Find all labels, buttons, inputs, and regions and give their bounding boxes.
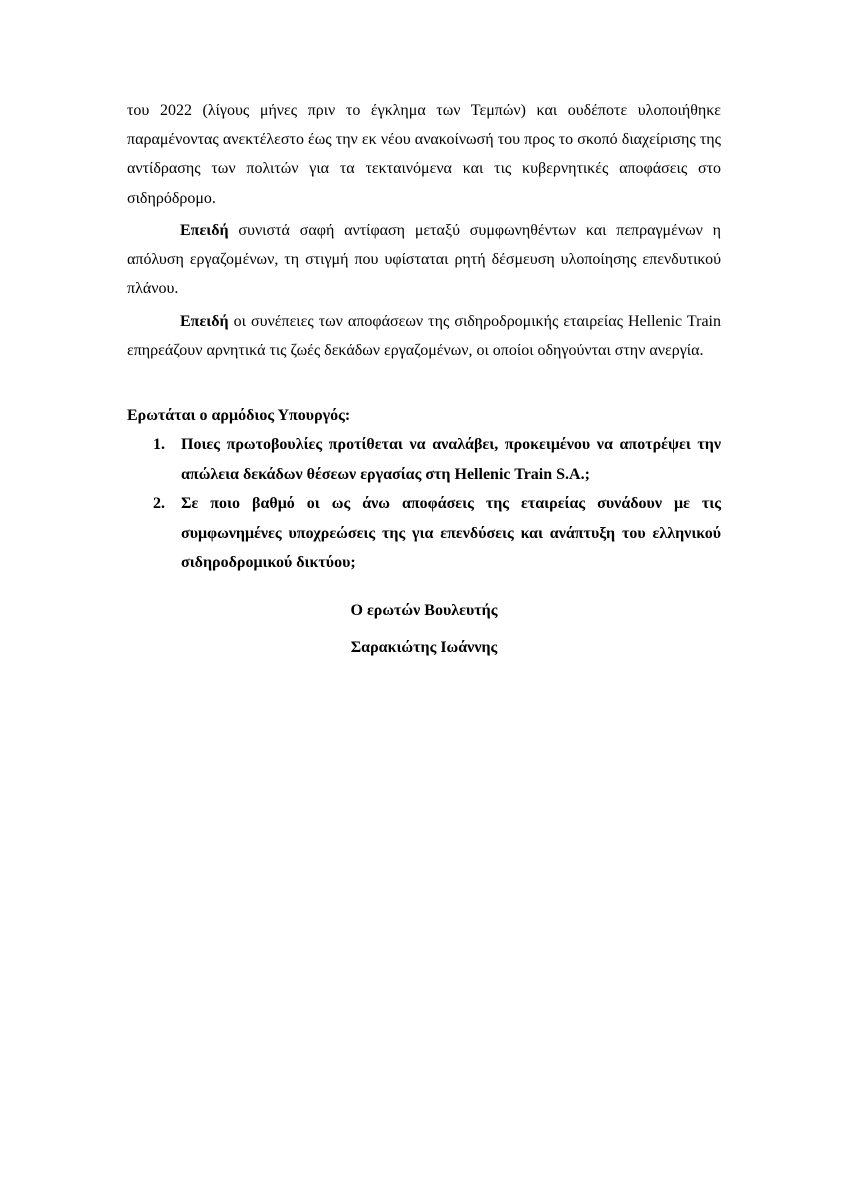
questions-list (127, 430, 721, 578)
question-number: 2. (153, 495, 165, 513)
paragraph-text: συνιστά σαφή αντίφαση μεταξύ συμφωνηθέντων και πεπραγμένων η απόλυση εργαζομένων, τη στιγμή που υφίσταται ρητή δέσμευση υλοποίησης επενδυτικού πλάνου. (127, 222, 721, 298)
paragraph-whereas-consequences (127, 307, 721, 365)
question-item (127, 489, 721, 578)
paragraph-text: οι συνέπειες των αποφάσεων της σιδηροδρομικής εταιρείας Hellenic Train επηρεάζουν αρνητικά τις ζωές δεκάδων εργαζομένων, οι οποίοι οδηγούνται στην ανεργία. (127, 313, 721, 360)
question-text: Σε ποιο βαθμό οι ως άνω αποφάσεις της εταιρείας συνάδουν με τις συμφωνημένες υποχρεώσεις της για επενδύσεις και ανάπτυξη του ελληνικού σιδηροδρομικού δικτύου; (181, 495, 721, 572)
question-item (127, 430, 721, 489)
question-text: Ποιες πρωτοβουλίες προτίθεται να αναλάβει, προκειμένου να αποτρέψει την απώλεια δεκάδων θέσεων εργασίας στη Hellenic Train S.A.; (181, 436, 721, 483)
signature-role: Ο ερωτών Βουλευτής (350, 602, 498, 619)
question-number: 1. (153, 436, 165, 453)
paragraph-lead-word: Επειδή (180, 222, 229, 239)
paragraph-text: του 2022 (λίγους μήνες πριν το έγκλημα των Τεμπών) και ουδέποτε υλοποιήθηκε παραμένοντας ανεκτέλεστο έως την εκ νέου ανακοίνωσή του προς το σκοπό διαχείρισης της αντίδρασης των πολιτών για τα τεκταινόμενα και τις κυβερνητικές αποφάσεις στο σιδηρόδρομο. (127, 102, 721, 207)
questions-heading: Ερωτάται ο αρμόδιος Υπουργός: (127, 407, 351, 424)
paragraph-continuation (127, 96, 721, 213)
signature-name: Σαρακιώτης Ιωάννης (350, 639, 498, 656)
paragraph-whereas-contradiction (127, 216, 721, 304)
paragraph-lead-word: Επειδή (180, 313, 229, 330)
